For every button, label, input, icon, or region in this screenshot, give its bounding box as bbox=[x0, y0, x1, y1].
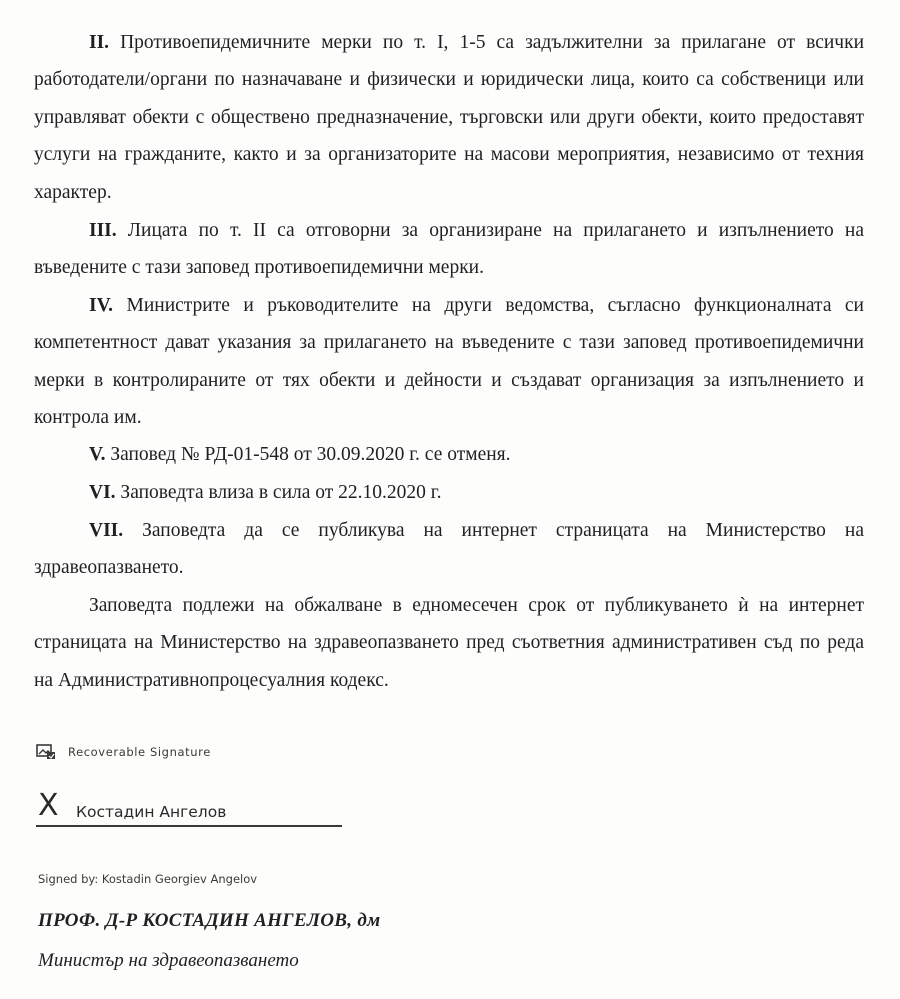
paragraph-text: Заповедта да се публикува на интернет страницата на Министерство на здравеопазването. bbox=[34, 520, 864, 579]
paragraph-ii bbox=[34, 24, 864, 211]
paragraph-text: Заповедта подлежи на обжалване в едномесечен срок от публикуването ѝ на интернет страницата на Министерство на здравеопазването пред съответния административен съд по реда на Административнопроцесуалния кодекс. bbox=[34, 595, 864, 691]
paragraph-number: VII. bbox=[89, 520, 124, 541]
paragraph-iii bbox=[34, 212, 864, 287]
paragraph-text: Заповед № РД-01-548 от 30.09.2020 г. се отменя. bbox=[105, 444, 511, 465]
paragraph-number: V. bbox=[89, 444, 106, 465]
paragraph-text: Заповедта влиза в сила от 22.10.2020 г. bbox=[115, 482, 442, 503]
paragraph-text: Противоепидемичните мерки по т. I, 1-5 са задължителни за прилагане от всички работодатели/органи по назначаване и физически и юридически лица, които са собственици или управляват обекти с обществено предназначение, търговски или други обекти, които предоставят услуги на гражданите, както и за организаторите на масови мероприятия, независимо от техния характер. bbox=[34, 32, 864, 203]
official-name: ПРОФ. Д-Р КОСТАДИН АНГЕЛОВ, дм bbox=[38, 910, 381, 931]
paragraph-number: III. bbox=[89, 220, 117, 241]
digital-signature-block[interactable] bbox=[36, 740, 356, 890]
signer-display-name: Костадин Ангелов bbox=[76, 803, 227, 821]
recoverable-signature-label: Recoverable Signature bbox=[68, 745, 211, 759]
paragraph-text: Министрите и ръководителите на други ведомства, съгласно функционалната си компетентност дават указания за прилагането на въведените с тази заповед противоепидемични мерки в контролираните от тях обекти и дейности и създават организация за изпълнението и контрола им. bbox=[34, 295, 864, 429]
paragraph-number: IV. bbox=[89, 295, 114, 316]
signature-line bbox=[36, 825, 342, 827]
paragraph-iv bbox=[34, 287, 864, 437]
paragraph-v bbox=[34, 436, 864, 473]
recoverable-signature-icon bbox=[36, 744, 56, 760]
paragraph-number: II. bbox=[89, 32, 110, 53]
official-title: Министър на здравеопазването bbox=[38, 950, 299, 971]
signed-by-text: Signed by: Kostadin Georgiev Angelov bbox=[38, 872, 258, 886]
paragraph-text: Лицата по т. II са отговорни за организиране на прилагането и изпълнението на въведените с тази заповед противоепидемични мерки. bbox=[34, 220, 864, 279]
paragraph-number: VI. bbox=[89, 482, 116, 503]
paragraph-vi bbox=[34, 474, 864, 511]
paragraph-appeal bbox=[34, 587, 864, 699]
paragraph-vii bbox=[34, 512, 864, 587]
signature-x-mark: X bbox=[38, 788, 59, 823]
